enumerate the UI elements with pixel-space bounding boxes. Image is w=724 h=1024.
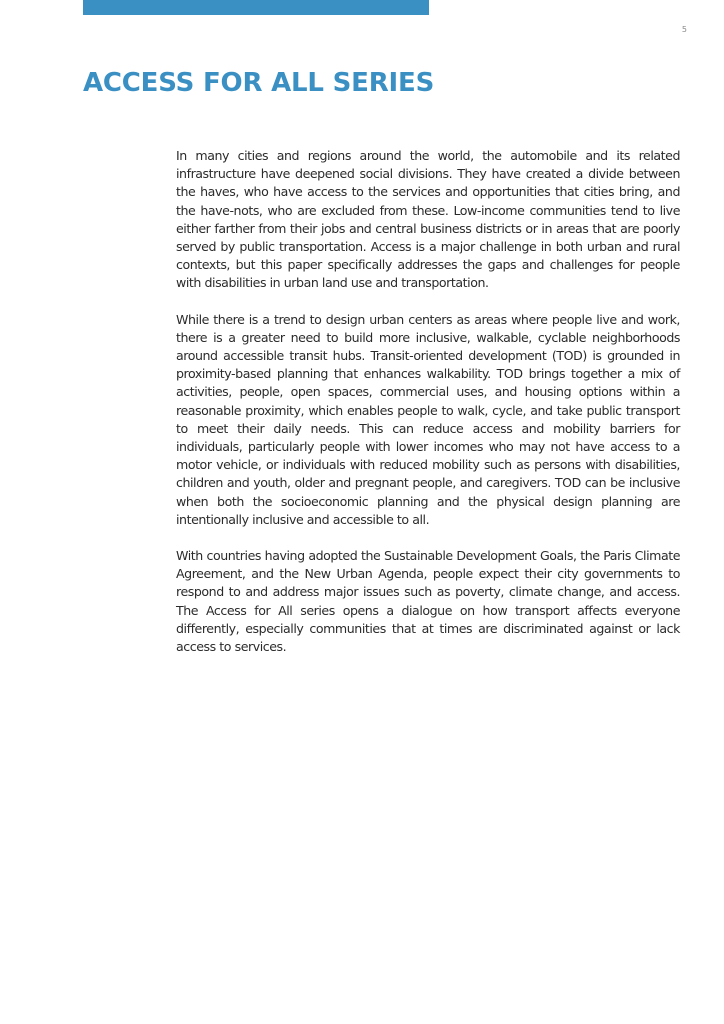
paragraph-series: With countries having adopted the Sustainable Development Goals, the Paris Climate Agreement, and the New Urban Agenda, people expect their city governments to respond to and address major issues such as poverty, climate change, and access. The Access for All series opens a dialogue on how transport affects everyone differently, especially communities that at times are discriminated against or lack access to services. — [176, 548, 680, 655]
body-text — [176, 147, 680, 674]
paragraph-tod: While there is a trend to design urban centers as areas where people live and work, there is a greater need to build more inclusive, walkable, cyclable neighborhoods around accessible transit hubs. Transit-oriented development (TOD) is grounded in proximity-based planning that enhances walkability. TOD brings together a mix of activities, people, open spaces, commercial uses, and housing options within a reasonable proximity, which enables people to walk, cycle, and take public transport to meet their daily needs. This can reduce access and mobility barriers for individuals, particularly people with lower incomes who may not have access to a motor vehicle, or individuals with reduced mobility such as persons with disabilities, children and youth, older and pregnant people, and caregivers. TOD can be inclusive when both the socioeconomic planning and the physical design planning are intentionally inclusive and accessible to all. — [176, 311, 680, 527]
header-accent-bar — [83, 0, 429, 15]
paragraph-intro: In many cities and regions around the world, the automobile and its related infrastructure have deepened social divisions. They have created a divide between the haves, who have access to the services and opportunities that cities bring, and the have-nots, who are excluded from these. Low-income communities tend to live either farther from their jobs and central business districts or in areas that are poorly served by public transportation. Access is a major challenge in both urban and rural contexts, but this paper specifically addresses the gaps and challenges for people with disabilities in urban land use and transportation. — [176, 148, 680, 291]
page-number: 5 — [681, 25, 687, 34]
section-title: ACCESS FOR ALL SERIES — [83, 68, 435, 98]
